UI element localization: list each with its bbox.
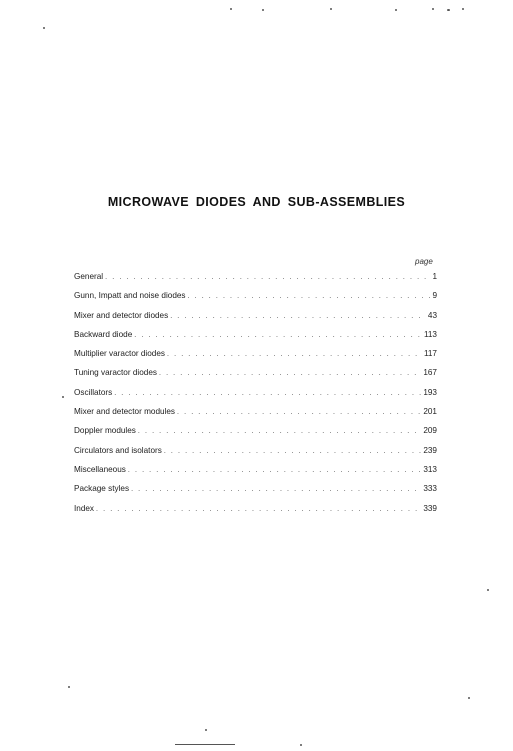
scan-speck (230, 8, 232, 10)
toc-entry-page: 313 (423, 464, 437, 474)
dot-leader (138, 428, 421, 435)
toc-entry-title: Oscillators (74, 387, 113, 397)
toc-entry-tuning-varactor-diodes (74, 368, 437, 387)
toc-entry-title: Index (74, 503, 95, 513)
toc-entry-page: 239 (423, 445, 437, 455)
scan-speck (300, 744, 302, 746)
dot-leader (131, 486, 421, 493)
scan-speck (395, 9, 397, 11)
toc-entry-miscellaneous (74, 465, 437, 484)
dot-leader (134, 332, 422, 339)
scan-speck (330, 8, 332, 10)
toc-entry-title: Multiplier varactor diodes (74, 349, 166, 359)
toc-entry-circulators-isolators (74, 446, 437, 465)
dot-leader (114, 390, 421, 397)
toc-entry-backward-diode (74, 330, 437, 349)
scan-speck (262, 9, 264, 11)
toc-entry-page: 209 (423, 426, 437, 436)
toc-entry-title: Miscellaneous (74, 464, 126, 474)
toc-entry-page: 167 (423, 368, 437, 378)
dot-leader (128, 467, 421, 474)
dot-leader (105, 274, 430, 281)
toc-entry-index (74, 504, 437, 523)
scan-speck (487, 589, 489, 591)
dot-leader (96, 506, 421, 513)
toc-entry-page: 113 (423, 329, 437, 339)
toc-entry-page: 333 (423, 484, 437, 494)
toc-entry-title: Package styles (74, 484, 130, 494)
scan-speck (432, 8, 434, 10)
table-of-contents (74, 272, 437, 523)
toc-entry-title: Tuning varactor diodes (74, 368, 157, 378)
toc-entry-title: Mixer and detector modules (74, 407, 176, 417)
page-title: MICROWAVE DIODES AND SUB-ASSEMBLIES (107, 195, 406, 210)
toc-entry-gunn-impatt-noise-diodes (74, 291, 437, 310)
toc-entry-title: Mixer and detector diodes (74, 310, 169, 320)
dot-leader (177, 409, 421, 416)
dot-leader (159, 370, 421, 377)
scan-speck (175, 744, 235, 745)
toc-entry-page: 117 (423, 349, 437, 359)
page-column-heading: page (415, 257, 433, 266)
toc-entry-title: Gunn, Impatt and noise diodes (74, 291, 186, 301)
toc-entry-package-styles (74, 484, 437, 503)
toc-entry-title: Circulators and isolators (74, 445, 162, 455)
toc-entry-title: Backward diode (74, 329, 133, 339)
scan-speck (43, 27, 45, 29)
scan-speck (447, 9, 450, 11)
toc-entry-title: General (74, 272, 104, 281)
toc-entry-page: 9 (432, 291, 437, 301)
dot-leader (170, 313, 426, 320)
scan-speck (205, 729, 207, 731)
toc-entry-mixer-detector-diodes (74, 311, 437, 330)
toc-entry-page: 1 (432, 272, 437, 281)
toc-entry-multiplier-varactor-diodes (74, 349, 437, 368)
toc-entry-mixer-detector-modules (74, 407, 437, 426)
scan-speck (68, 686, 70, 688)
toc-entry-page: 43 (427, 310, 437, 320)
scan-speck (468, 697, 470, 699)
scan-speck (462, 8, 464, 10)
dot-leader (188, 293, 431, 300)
toc-entry-doppler-modules (74, 426, 437, 445)
toc-entry-page: 193 (423, 387, 437, 397)
toc-entry-general (74, 272, 437, 291)
toc-entry-oscillators (74, 388, 437, 407)
toc-entry-page: 339 (423, 503, 437, 513)
toc-entry-page: 201 (423, 407, 437, 417)
toc-entry-title: Doppler modules (74, 426, 136, 436)
scan-speck (62, 396, 64, 398)
dot-leader (164, 448, 422, 455)
dot-leader (167, 351, 422, 358)
